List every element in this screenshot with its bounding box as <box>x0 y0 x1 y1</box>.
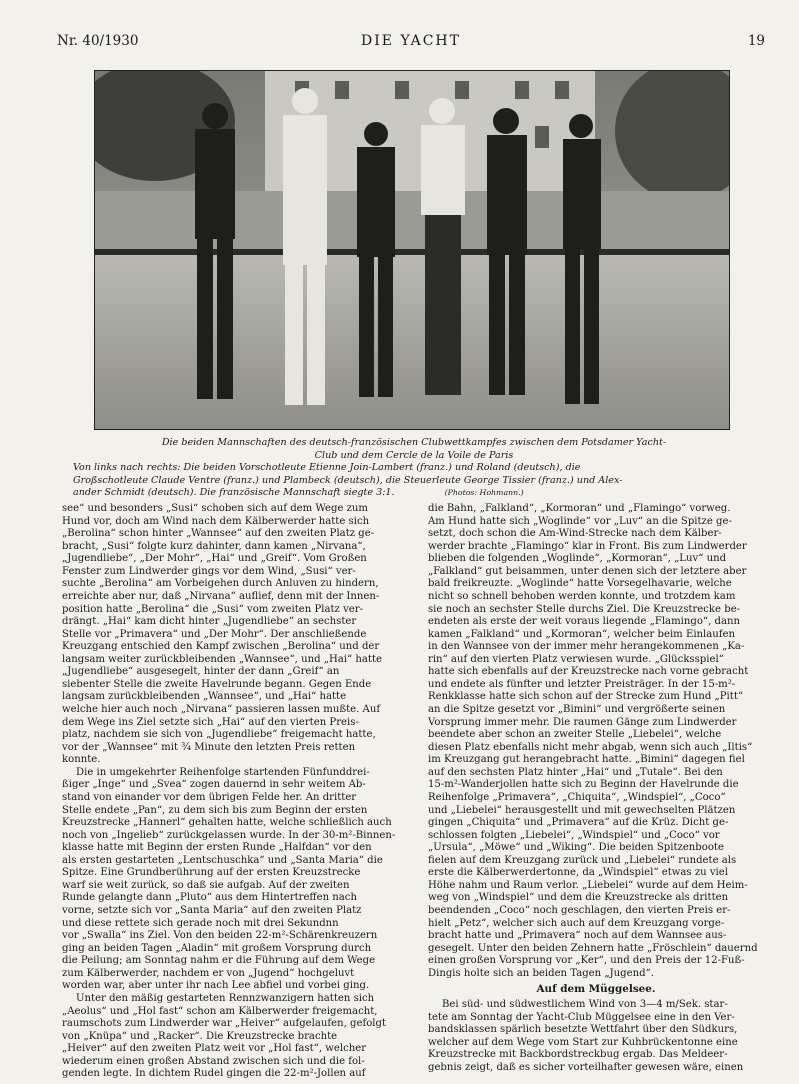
text-line: blieben die folgenden „Woglinde“, „Kormoran“, „Luv“ und <box>428 553 727 565</box>
text-line: im Kreuzgang gut herangebracht hatte. „Bimini“ dagegen fiel <box>428 754 745 766</box>
text-line: drängt. „Hai“ kam dicht hinter „Jugendliebe“ an sechster <box>62 616 357 628</box>
text-line: und „Liebelei“ herausgestellt und mit gewechselten Plätzen <box>428 804 736 816</box>
text-line: „Jugendliebe“, „Der Mohr“, „Hai“ und „Greif“. Vom Großen <box>62 553 367 565</box>
text-line: diesen Platz ebenfalls nicht mehr abgab, wenn sich auch „Iltis“ <box>428 741 753 753</box>
text-line: noch von „Ingelieb“ zurückgelassen wurde. In der 30-m²-Binnen- <box>62 829 396 841</box>
text-line: „Heiver“ auf den zweiten Platz weit vor „Hol fast“, welcher <box>62 1043 367 1055</box>
text-line: erreichte aber nur, daß „Nirvana“ auflief, denn mit der Innen- <box>62 590 380 602</box>
text-line: weg von „Windspiel“ und dem die Kreuzstrecke als dritten <box>428 892 729 904</box>
text-line: kamen „Falkland“ und „Kormoran“, welcher beim Einlaufen <box>428 628 736 640</box>
text-line: Stelle endete „Pan“, zu dem sich bis zum Beginn der ersten <box>62 804 368 816</box>
caption-line-5 <box>73 487 755 500</box>
text-line: ging an beiden Tagen „Aladin“ mit großem Vorsprung durch <box>62 942 372 954</box>
text-line: Stelle vor „Primavera“ und „Der Mohr“. Der anschließende <box>62 628 367 640</box>
right-column-tail-lines <box>428 999 764 1074</box>
text-line: die Peilung; am Sonntag nahm er die Führung auf dem Wege <box>62 955 376 967</box>
text-line: Kreuzstrecke „Hannerl“ gehalten hatte, welche schließlich auch <box>62 817 392 829</box>
photo-caption <box>73 437 755 500</box>
page-header <box>57 33 765 53</box>
text-line: langsam zurückbleibenden „Wannsee“, und „Hai“ hatte <box>62 691 347 703</box>
text-line: werder brachte „Flamingo“ klar in Front. Bis zum Lindwerder <box>428 540 747 552</box>
text-line: „Ursula“, „Möwe“ und „Wiking“. Die beiden Spitzenboote <box>428 842 724 854</box>
left-column-lines <box>62 503 398 1081</box>
text-line: „Jugendliebe“ ausgesegelt, hinter der dann „Greif“ an <box>62 666 340 678</box>
text-line: Am Hund hatte sich „Woglinde“ vor „Luv“ an die Spitze ge- <box>428 515 732 527</box>
text-line: auf den sechsten Platz hinter „Hai“ und „Tutale“. Bei den <box>428 766 723 778</box>
text-line: position hatte „Berolina“ die „Susi“ vom zweiten Platz ver- <box>62 603 363 615</box>
text-line: suchte „Berolina“ am Vorbeigehen durch Anluven zu hindern, <box>62 578 379 590</box>
text-line: „Aeolus“ und „Hol fast“ schon am Kälberwerder freigemacht, <box>62 1005 378 1017</box>
text-line: genden legte. In dichtem Rudel gingen die 22-m²-Jollen auf <box>62 1068 366 1080</box>
text-line: stand von einander vor dem übrigen Felde her. An dritter <box>62 791 357 803</box>
text-line: nicht so schnell behoben werden konnte, und trotzdem kam <box>428 590 736 602</box>
section-heading-mueggelsee: Auf dem Müggelsee. <box>536 983 656 996</box>
text-line: langsam weiter zurückbleibenden „Wannsee“, und „Hai“ hatte <box>62 653 382 665</box>
text-line: tete am Sonntag der Yacht-Club Müggelsee eine in den Ver- <box>428 1011 735 1023</box>
text-line: die Bahn, „Falkland“, „Kormoran“ und „Flamingo“ vorweg. <box>428 503 731 514</box>
text-line: see“ und besonders „Susi“ schoben sich auf dem Wege zum <box>62 503 368 514</box>
text-line: dem Wege ins Ziel setzte sich „Hai“ auf den vierten Preis- <box>62 716 359 728</box>
text-line: setzt, doch schon die Am-Wind-Strecke nach dem Kälber- <box>428 528 722 540</box>
right-column-lines <box>428 503 764 980</box>
text-line: welche hier auch noch „Nirvana“ passieren lassen mußte. Auf <box>62 704 381 715</box>
text-line: fielen auf dem Kreuzgang zurück und „Liebelei“ rundete als <box>428 854 737 866</box>
caption-line-3: Von links nach rechts: Die beiden Vorschotleute Etienne Join-Lambert (franz.) und Roland (deutsch), die <box>73 462 581 473</box>
caption-line-4: Großschotleute Claude Ventre (franz.) und Plambeck (deutsch), die Steuerleute George Tissier (franz.) und Alex- <box>73 474 623 486</box>
text-line: endeten als erste der weit voraus liegende „Flamingo“, dann <box>428 616 740 628</box>
text-line: Hund vor, doch am Wind nach dem Kälberwerder hatte sich <box>62 515 370 527</box>
text-line: gesegelt. Unter den beiden Zehnern hatte „Fröschlein“ dauernd <box>428 942 758 954</box>
text-line: raumschots zum Lindwerder war „Heiver“ aufgelaufen, gefolgt <box>62 1018 387 1030</box>
text-line: sie noch an sechster Stelle durchs Ziel. Die Kreuzstrecke be- <box>428 603 741 615</box>
text-line: Spitze. Eine Grundberührung auf der ersten Kreuzstrecke <box>62 867 361 879</box>
text-line: konnte. <box>62 754 101 766</box>
text-line: bandsklassen spärlich besetzte Wettfahrt über den Südkurs, <box>428 1024 738 1036</box>
text-line: in den Wannsee von der immer mehr herangekommenen „Ka- <box>428 641 745 653</box>
text-line: schlossen folgten „Liebelei“, „Windspiel“ und „Coco“ vor <box>428 829 720 841</box>
text-line: erste die Kälberwerdertonne, da „Windspiel“ etwas zu viel <box>428 867 728 879</box>
text-line: klasse hatte mit Beginn der ersten Runde „Halfdan“ vor den <box>62 842 372 854</box>
text-line: von „Knüpa“ und „Racker“. Die Kreuzstrecke brachte <box>62 1030 338 1042</box>
text-line: wiederum einen großen Abstand zwischen sich und die fol- <box>62 1055 365 1067</box>
text-line: Unter den mäßig gestarteten Rennzwanzigern hatten sich <box>76 992 375 1004</box>
caption-line-2: Club und dem Cercle de la Voile de Paris <box>314 449 514 461</box>
text-line: gebnis zeigt, daß es sicher vorteilhafter gewesen wäre, einen <box>428 1061 744 1073</box>
text-line: und diese rettete sich gerade noch mit drei Sekundnn <box>62 917 339 929</box>
text-line: Höhe nahm und Raum verlor. „Liebelei“ wurde auf dem Heim- <box>428 879 748 891</box>
text-line: ßiger „Inge“ und „Svea“ zogen dauernd in sehr weitem Ab- <box>62 779 366 791</box>
text-line: und endete als fünfter und letzter Preisträger. In der 15-m²- <box>428 678 736 690</box>
text-line: rin“ auf den vierten Platz verwiesen wurde. „Glücksspiel“ <box>428 653 724 665</box>
text-line: an die Spitze gesetzt vor „Bimini“ und vergrößerte seinen <box>428 704 726 715</box>
page-number: 19 <box>747 33 765 49</box>
left-column <box>62 503 398 1081</box>
crew-photo-image <box>95 71 729 429</box>
right-column <box>428 503 764 1074</box>
text-line: platz, nachdem sie sich von „Jugendliebe“ freigemacht hatte, <box>62 729 376 741</box>
text-line: einen großen Vorsprung vor „Ker“, und den Preis der 12-Fuß- <box>428 955 745 967</box>
text-line: als ersten gestarteten „Lentschuschka“ und „Santa Maria“ die <box>62 854 383 866</box>
text-line: „Berolina“ schon hinter „Wannsee“ auf den zweiten Platz ge- <box>62 528 375 540</box>
crew-photo <box>94 70 730 430</box>
text-line: zum Kälberwerder, nachdem er von „Jugend“ hochgeluvt <box>62 967 355 979</box>
text-line: vorne, setzte sich vor „Santa Maria“ auf den zweiten Platz <box>62 905 362 916</box>
text-line: Kreuzstrecke mit Backbordstreckbug ergab. Das Meldeer- <box>428 1049 728 1061</box>
text-line: Renkklasse hatte sich schon auf der Strecke zum Hund „Pitt“ <box>428 691 744 703</box>
text-line: Vorsprung immer mehr. Die raumen Gänge zum Lindwerder <box>428 716 737 728</box>
text-line: bracht hatte und „Primavera“ noch auf dem Wannsee aus- <box>428 930 727 942</box>
text-line: beendete aber schon an zweiter Stelle „Liebelei“, welche <box>428 729 722 741</box>
text-line: siebenter Stelle die zweite Havelrunde begann. Gegen Ende <box>62 678 372 690</box>
text-line: Die in umgekehrter Reihenfolge startenden Fünfunddrei- <box>76 766 370 778</box>
issue-number: Nr. 40/1930 <box>57 33 139 49</box>
text-line: bracht, „Susi“ folgte kurz dahinter, dann kamen „Nirvana“, <box>62 540 366 552</box>
magazine-title: DIE YACHT <box>361 33 461 49</box>
text-line: hatte sich ebenfalls auf der Kreuzstrecke nach vorne gebracht <box>428 666 749 678</box>
text-line: Bei süd- und südwestlichem Wind von 3—4 m/Sek. star- <box>442 998 728 1010</box>
photo-credit: (Photos: Hohmann.) <box>444 488 524 497</box>
text-line: worden war, aber unter ihr nach Lee abfiel und vorbei ging. <box>62 980 370 992</box>
text-line: Kreuzgang entschied den Kampf zwischen „Berolina“ und der <box>62 641 380 653</box>
caption-line-1: Die beiden Mannschaften des deutsch-französischen Clubwettkampfes zwischen dem Potsdamer Yacht- <box>161 437 667 448</box>
text-line: 15-m²-Wanderjollen hatte sich zu Beginn der Havelrunde die <box>428 779 739 791</box>
text-line: Runde gelangte dann „Pluto“ aus dem Hintertreffen nach <box>62 892 357 904</box>
text-line: gingen „Chiquita“ und „Primavera“ auf die Krüz. Dicht ge- <box>428 817 729 829</box>
text-line: welcher auf dem Wege vom Start zur Kuhbrückentonne eine <box>428 1036 738 1048</box>
caption-line-5-text: ander Schmidt (deutsch). Die französische Mannschaft siegte 3:1. <box>73 487 395 498</box>
text-line: Dingis holte sich an beiden Tagen „Jugend“. <box>428 967 654 979</box>
text-line: hielt „Petz“, welcher sich auch auf dem Kreuzgang vorge- <box>428 917 725 929</box>
text-line: Reihenfolge „Primavera“, „Chiquita“, „Windspiel“, „Coco“ <box>428 791 726 803</box>
text-line: vor „Swalla“ ins Ziel. Von den beiden 22-m²-Schärenkreuzern <box>62 930 378 942</box>
text-line: vor der „Wannsee“ mit ¾ Minute den letzten Preis retten <box>62 741 356 753</box>
text-line: beendenden „Coco“ noch geschlagen, den vierten Preis er- <box>428 905 731 916</box>
text-line: bald freikreuzte. „Woglinde“ hatte Vorsegelhavarie, welche <box>428 578 732 590</box>
text-line: „Falkland“ gut beisammen, unter denen sich der letztere aber <box>428 565 747 577</box>
text-line: warf sie weit zurück, so daß sie aufgab. Auf der zweiten <box>62 879 350 891</box>
text-line: Fenster zum Lindwerder gings vor dem Wind, „Susi“ ver- <box>62 565 356 577</box>
